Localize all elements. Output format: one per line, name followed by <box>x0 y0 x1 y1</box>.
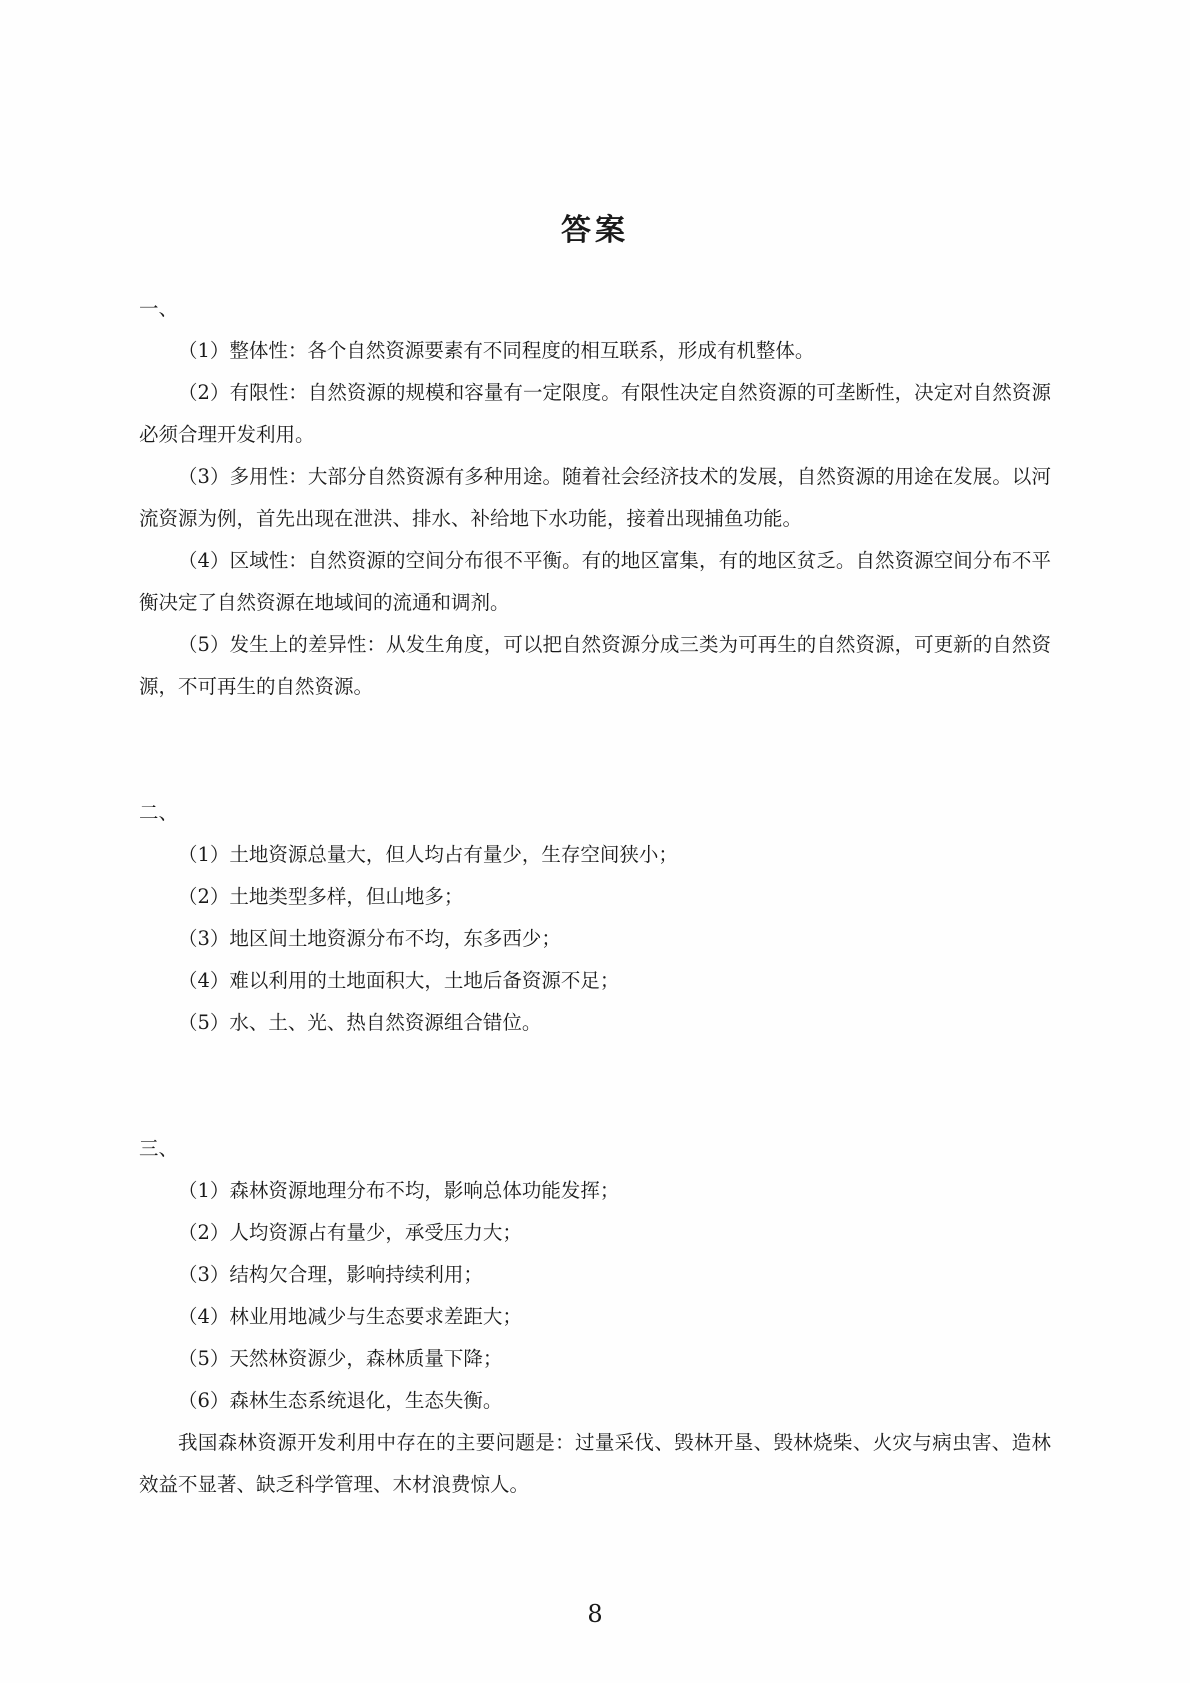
section-3-item: （3）结构欠合理，影响持续利用； <box>178 1263 483 1286</box>
section-spacer <box>139 708 1051 792</box>
page-number: 8 <box>587 1600 603 1628</box>
section-2-item: （4）难以利用的土地面积大，土地后备资源不足； <box>178 969 620 992</box>
section-1-paragraph: （1）整体性：各个自然资源要素有不同程度的相互联系，形成有机整体。 <box>178 339 815 362</box>
section-3-item: （2）人均资源占有量少，承受压力大； <box>178 1221 522 1244</box>
section-3-item: （6）森林生态系统退化，生态失衡。 <box>178 1389 503 1412</box>
section-2-item: （3）地区间土地资源分布不均，东多西少； <box>178 927 561 950</box>
section-spacer <box>139 1044 1051 1128</box>
section-heading-1: 一、 <box>139 297 179 320</box>
section-3-closing-paragraph: 我国森林资源开发利用中存在的主要问题是：过量采伐、毁林开垦、毁林烧柴、火灾与病虫害、造林效益不显著、缺乏科学管理、木材浪费惊人。 <box>139 1431 1051 1496</box>
section-1-paragraph: （4）区域性：自然资源的空间分布很不平衡。有的地区富集，有的地区贫乏。自然资源空间分布不平衡决定了自然资源在地域间的流通和调剂。 <box>139 549 1051 614</box>
section-3-item: （5）天然林资源少，森林质量下降； <box>178 1347 503 1370</box>
section-3-item: （1）森林资源地理分布不均，影响总体功能发挥； <box>178 1179 620 1202</box>
page-title: 答案 <box>561 213 629 248</box>
section-heading-2: 二、 <box>139 801 179 824</box>
section-3-item: （4）林业用地减少与生态要求差距大； <box>178 1305 522 1328</box>
section-heading-3: 三、 <box>139 1137 179 1160</box>
section-2-item: （1）土地资源总量大，但人均占有量少，生存空间狭小； <box>178 843 678 866</box>
section-2-item: （2）土地类型多样，但山地多； <box>178 885 464 908</box>
section-1-paragraph: （5）发生上的差异性：从发生角度，可以把自然资源分成三类为可再生的自然资源，可更新的自然资源，不可再生的自然资源。 <box>139 633 1051 698</box>
section-1-paragraph: （3）多用性：大部分自然资源有多种用途。随着社会经济技术的发展，自然资源的用途在发展。以河流资源为例，首先出现在泄洪、排水、补给地下水功能，接着出现捕鱼功能。 <box>139 465 1051 530</box>
answer-content <box>139 288 1051 1506</box>
section-2-item: （5）水、土、光、热自然资源组合错位。 <box>178 1011 542 1034</box>
section-1-paragraph: （2）有限性：自然资源的规模和容量有一定限度。有限性决定自然资源的可垄断性，决定对自然资源必须合理开发利用。 <box>139 381 1051 446</box>
